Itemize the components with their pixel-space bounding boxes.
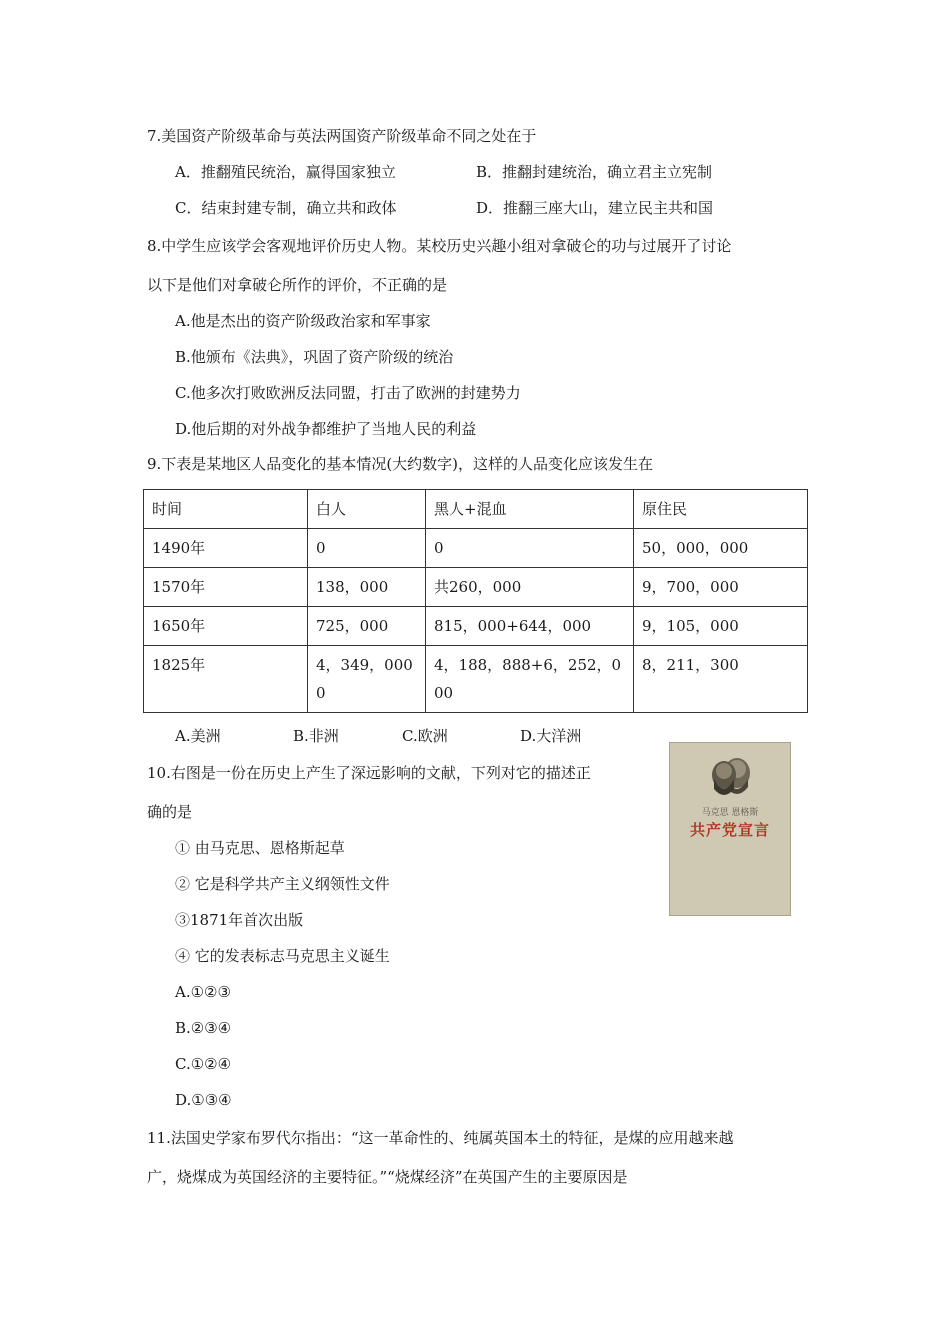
table-cell: 1650年 [144, 607, 308, 646]
table-cell: 815，000+644，000 [426, 607, 634, 646]
q10-statement-2: ② 它是科学共产主义纲领性文件 [175, 875, 390, 893]
q10-option-d: D.①③④ [175, 1091, 232, 1109]
table-cell: 725，000 [308, 607, 426, 646]
table-row [144, 568, 808, 607]
q8-stem-line1: 8.中学生应该学会客观地评价历史人物。某校历史兴趣小组对拿破仑的功与过展开了讨论 [147, 237, 732, 255]
population-table [143, 489, 808, 713]
table-cell: 0 [308, 529, 426, 568]
table-cell: 1570年 [144, 568, 308, 607]
table-row [144, 646, 808, 713]
table-cell: 1825年 [144, 646, 308, 713]
cover-title: 共产党宣言 [689, 821, 770, 839]
marx-engels-portrait-icon [706, 753, 756, 801]
table-cell: 共260，000 [426, 568, 634, 607]
q7-option-b: B．推翻封建统治，确立君主立宪制 [476, 163, 713, 181]
q9-option-d: D.大洋洲 [520, 727, 582, 745]
q11-stem-line2: 广，烧煤成为英国经济的主要特征。”“烧煤经济”在英国产生的主要原因是 [147, 1168, 628, 1186]
q9-option-c: C.欧洲 [402, 727, 448, 745]
q10-option-b: B.②③④ [175, 1019, 232, 1037]
q10-stem-line1: 10.右图是一份在历史上产生了深远影响的文献，下列对它的描述正 [147, 764, 591, 782]
table-cell: 4，349，0000 [308, 646, 426, 713]
q8-stem-line2: 以下是他们对拿破仑所作的评价，不正确的是 [147, 276, 448, 294]
table-cell: 50，000，000 [634, 529, 808, 568]
table-cell: 9，105，000 [634, 607, 808, 646]
manifesto-cover-image [669, 742, 791, 916]
q11-stem-line1: 11.法国史学家布罗代尔指出：“这一革命性的、纯属英国本土的特征，是煤的应用越来越 [147, 1129, 734, 1147]
q10-stem-line2: 确的是 [147, 803, 193, 821]
q10-statement-3: ③1871年首次出版 [175, 911, 304, 929]
table-header: 黑人+混血 [426, 490, 634, 529]
q7-stem: 7.美国资产阶级革命与英法两国资产阶级革命不同之处在于 [147, 127, 537, 145]
q10-option-c: C.①②④ [175, 1055, 232, 1073]
table-cell: 4，188，888+6，252，000 [426, 646, 634, 713]
q7-option-c: C．结束封建专制，确立共和政体 [175, 199, 397, 217]
table-row [144, 607, 808, 646]
q8-option-c: C.他多次打败欧洲反法同盟，打击了欧洲的封建势力 [175, 384, 521, 402]
table-cell: 9，700，000 [634, 568, 808, 607]
q10-statement-4: ④ 它的发表标志马克思主义诞生 [175, 947, 390, 965]
table-cell: 1490年 [144, 529, 308, 568]
table-cell: 8，211，300 [634, 646, 808, 713]
q9-option-a: A.美洲 [175, 727, 221, 745]
q7-option-a: A．推翻殖民统治，赢得国家独立 [175, 163, 396, 181]
table-row [144, 529, 808, 568]
q8-option-d: D.他后期的对外战争都维护了当地人民的利益 [175, 420, 477, 438]
table-header: 白人 [308, 490, 426, 529]
q9-stem: 9.下表是某地区人品变化的基本情况(大约数字)，这样的人品变化应该发生在 [147, 455, 654, 473]
table-header: 原住民 [634, 490, 808, 529]
table-cell: 138，000 [308, 568, 426, 607]
q9-option-b: B.非洲 [293, 727, 339, 745]
table-header: 时间 [144, 490, 308, 529]
q10-statement-1: ① 由马克思、恩格斯起草 [175, 839, 345, 857]
cover-authors: 马克思 恩格斯 [701, 808, 759, 818]
q8-option-b: B.他颁布《法典》，巩固了资产阶级的统治 [175, 348, 454, 366]
table-cell: 0 [426, 529, 634, 568]
q8-option-a: A.他是杰出的资产阶级政治家和军事家 [175, 312, 431, 330]
table-header-row [144, 490, 808, 529]
q7-option-d: D．推翻三座大山，建立民主共和国 [476, 199, 714, 217]
q10-option-a: A.①②③ [175, 983, 231, 1001]
